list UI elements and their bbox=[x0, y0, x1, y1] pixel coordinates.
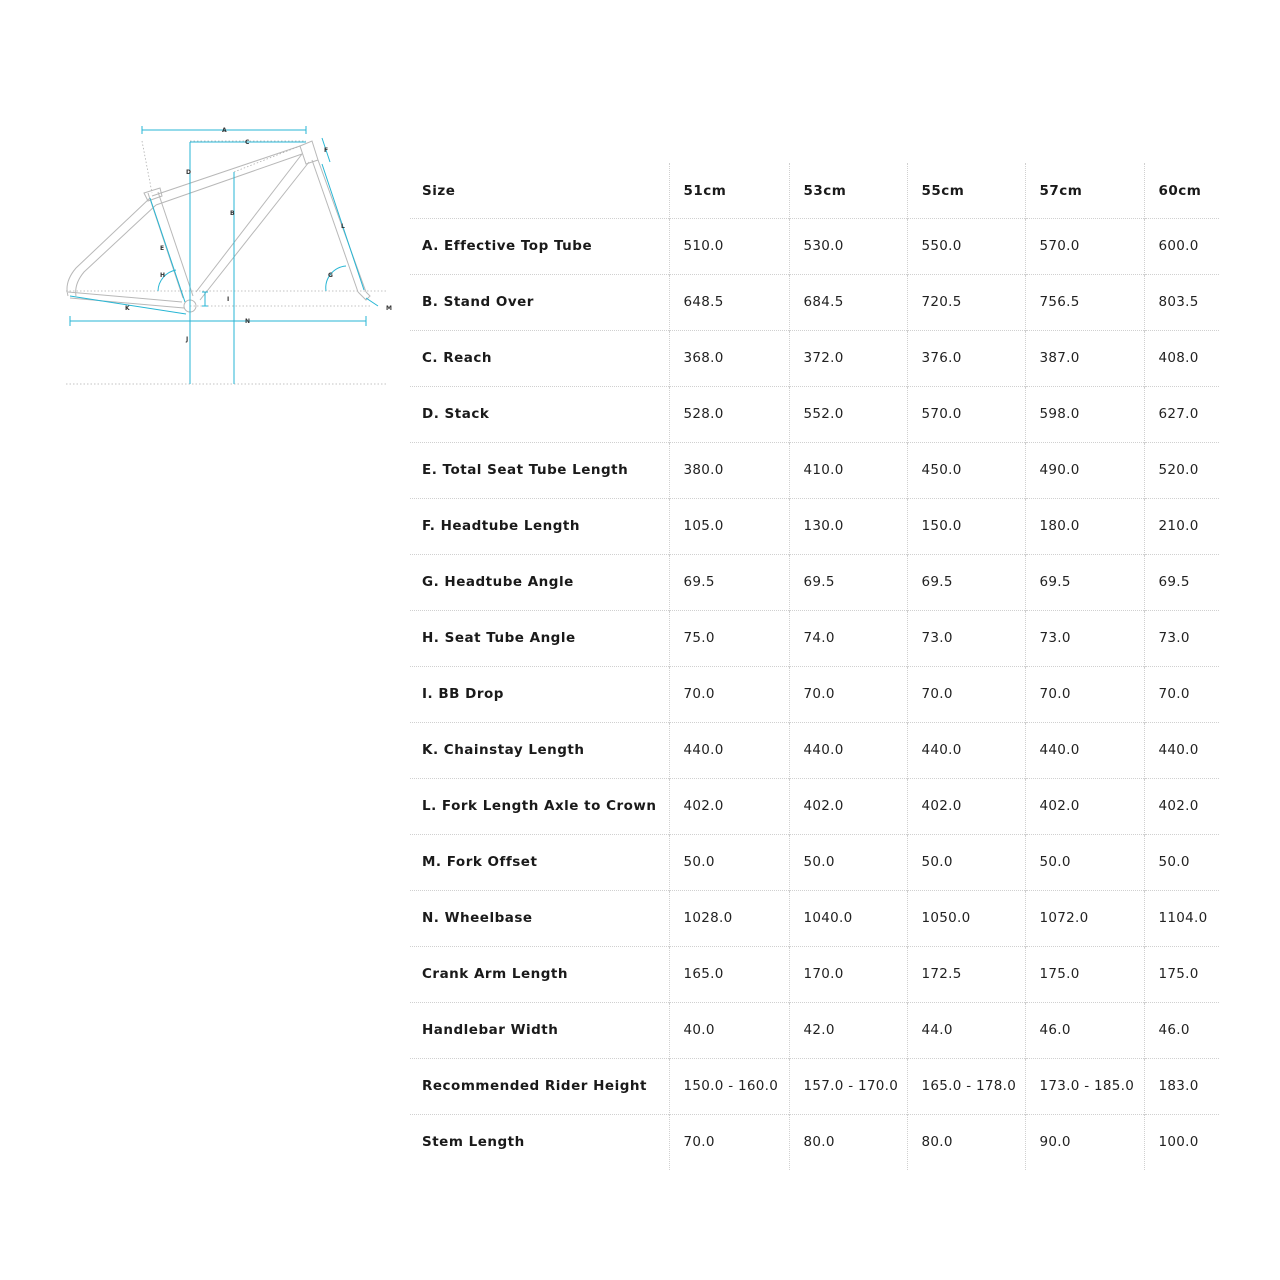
cell-value: 80.0 bbox=[789, 1114, 907, 1170]
cell-value: 440.0 bbox=[669, 722, 789, 778]
row-label: M. Fork Offset bbox=[410, 834, 669, 890]
reference-lines bbox=[66, 141, 388, 384]
cell-value: 1040.0 bbox=[789, 890, 907, 946]
cell-value: 803.5 bbox=[1144, 274, 1219, 330]
table-row bbox=[410, 274, 1219, 330]
cell-value: 69.5 bbox=[669, 554, 789, 610]
table-row bbox=[410, 1114, 1219, 1170]
row-label: I. BB Drop bbox=[410, 666, 669, 722]
cell-value: 70.0 bbox=[789, 666, 907, 722]
row-label: A. Effective Top Tube bbox=[410, 218, 669, 274]
cell-value: 70.0 bbox=[669, 666, 789, 722]
row-label: E. Total Seat Tube Length bbox=[410, 442, 669, 498]
dim-label-i: I bbox=[227, 296, 230, 303]
cell-value: 402.0 bbox=[907, 778, 1025, 834]
cell-value: 180.0 bbox=[1025, 498, 1144, 554]
cell-value: 165.0 bbox=[669, 946, 789, 1002]
dim-label-l: L bbox=[341, 223, 345, 230]
cell-value: 1072.0 bbox=[1025, 890, 1144, 946]
cell-value: 720.5 bbox=[907, 274, 1025, 330]
cell-value: 46.0 bbox=[1025, 1002, 1144, 1058]
cell-value: 80.0 bbox=[907, 1114, 1025, 1170]
cell-value: 387.0 bbox=[1025, 330, 1144, 386]
cell-value: 44.0 bbox=[907, 1002, 1025, 1058]
cell-value: 440.0 bbox=[789, 722, 907, 778]
header-size-60: 60cm bbox=[1144, 163, 1219, 218]
table-row bbox=[410, 946, 1219, 1002]
cell-value: 73.0 bbox=[907, 610, 1025, 666]
dim-label-k: K bbox=[125, 305, 130, 312]
row-label: Handlebar Width bbox=[410, 1002, 669, 1058]
dim-label-j: J bbox=[186, 336, 189, 343]
header-size-51: 51cm bbox=[669, 163, 789, 218]
table-row bbox=[410, 1058, 1219, 1114]
cell-value: 402.0 bbox=[789, 778, 907, 834]
cell-value: 105.0 bbox=[669, 498, 789, 554]
geometry-table bbox=[410, 163, 1219, 1170]
row-label: F. Headtube Length bbox=[410, 498, 669, 554]
cell-value: 50.0 bbox=[1144, 834, 1219, 890]
cell-value: 50.0 bbox=[789, 834, 907, 890]
cell-value: 172.5 bbox=[907, 946, 1025, 1002]
row-label: N. Wheelbase bbox=[410, 890, 669, 946]
cell-value: 70.0 bbox=[669, 1114, 789, 1170]
header-size-57: 57cm bbox=[1025, 163, 1144, 218]
row-label: Recommended Rider Height bbox=[410, 1058, 669, 1114]
table-row bbox=[410, 890, 1219, 946]
cell-value: 627.0 bbox=[1144, 386, 1219, 442]
cell-value: 40.0 bbox=[669, 1002, 789, 1058]
cell-value: 73.0 bbox=[1025, 610, 1144, 666]
cell-value: 408.0 bbox=[1144, 330, 1219, 386]
cell-value: 684.5 bbox=[789, 274, 907, 330]
cell-value: 46.0 bbox=[1144, 1002, 1219, 1058]
table-row bbox=[410, 442, 1219, 498]
dim-label-m: M bbox=[386, 305, 392, 312]
row-label: B. Stand Over bbox=[410, 274, 669, 330]
cell-value: 490.0 bbox=[1025, 442, 1144, 498]
table-row bbox=[410, 834, 1219, 890]
table-row bbox=[410, 722, 1219, 778]
cell-value: 74.0 bbox=[789, 610, 907, 666]
cell-value: 440.0 bbox=[1144, 722, 1219, 778]
cell-value: 157.0 - 170.0 bbox=[789, 1058, 907, 1114]
cell-value: 150.0 - 160.0 bbox=[669, 1058, 789, 1114]
cell-value: 170.0 bbox=[789, 946, 907, 1002]
table-row bbox=[410, 554, 1219, 610]
dim-label-a: A bbox=[222, 127, 227, 134]
dim-label-e: E bbox=[160, 245, 165, 252]
cell-value: 1104.0 bbox=[1144, 890, 1219, 946]
dim-label-h: H bbox=[160, 272, 166, 279]
cell-value: 100.0 bbox=[1144, 1114, 1219, 1170]
cell-value: 570.0 bbox=[1025, 218, 1144, 274]
dim-label-c: C bbox=[245, 139, 250, 146]
bike-frame-outline bbox=[67, 141, 370, 312]
cell-value: 69.5 bbox=[1144, 554, 1219, 610]
cell-value: 75.0 bbox=[669, 610, 789, 666]
header-size-55: 55cm bbox=[907, 163, 1025, 218]
row-label: Crank Arm Length bbox=[410, 946, 669, 1002]
row-label: G. Headtube Angle bbox=[410, 554, 669, 610]
cell-value: 756.5 bbox=[1025, 274, 1144, 330]
row-label: Stem Length bbox=[410, 1114, 669, 1170]
cell-value: 69.5 bbox=[789, 554, 907, 610]
cell-value: 648.5 bbox=[669, 274, 789, 330]
cell-value: 552.0 bbox=[789, 386, 907, 442]
cell-value: 50.0 bbox=[669, 834, 789, 890]
cell-value: 70.0 bbox=[907, 666, 1025, 722]
cell-value: 183.0 bbox=[1144, 1058, 1219, 1114]
cell-value: 530.0 bbox=[789, 218, 907, 274]
cell-value: 173.0 - 185.0 bbox=[1025, 1058, 1144, 1114]
cell-value: 598.0 bbox=[1025, 386, 1144, 442]
cell-value: 150.0 bbox=[907, 498, 1025, 554]
cell-value: 42.0 bbox=[789, 1002, 907, 1058]
table-row bbox=[410, 610, 1219, 666]
row-label: H. Seat Tube Angle bbox=[410, 610, 669, 666]
table-row bbox=[410, 386, 1219, 442]
dim-label-g: G bbox=[328, 272, 333, 279]
dim-label-f: F bbox=[324, 147, 329, 154]
table-row bbox=[410, 330, 1219, 386]
row-label: D. Stack bbox=[410, 386, 669, 442]
cell-value: 372.0 bbox=[789, 330, 907, 386]
dim-label-b: B bbox=[230, 210, 235, 217]
cell-value: 90.0 bbox=[1025, 1114, 1144, 1170]
cell-value: 402.0 bbox=[1025, 778, 1144, 834]
cell-value: 440.0 bbox=[1025, 722, 1144, 778]
cell-value: 165.0 - 178.0 bbox=[907, 1058, 1025, 1114]
cell-value: 1050.0 bbox=[907, 890, 1025, 946]
row-label: C. Reach bbox=[410, 330, 669, 386]
cell-value: 70.0 bbox=[1144, 666, 1219, 722]
cell-value: 175.0 bbox=[1025, 946, 1144, 1002]
cell-value: 520.0 bbox=[1144, 442, 1219, 498]
cell-value: 368.0 bbox=[669, 330, 789, 386]
cell-value: 50.0 bbox=[1025, 834, 1144, 890]
cell-value: 600.0 bbox=[1144, 218, 1219, 274]
cell-value: 175.0 bbox=[1144, 946, 1219, 1002]
row-label: L. Fork Length Axle to Crown bbox=[410, 778, 669, 834]
table-row bbox=[410, 666, 1219, 722]
header-size-label: Size bbox=[422, 183, 456, 200]
table-row bbox=[410, 778, 1219, 834]
cell-value: 528.0 bbox=[669, 386, 789, 442]
cell-value: 50.0 bbox=[907, 834, 1025, 890]
bike-geometry-diagram bbox=[0, 0, 400, 400]
cell-value: 402.0 bbox=[669, 778, 789, 834]
table-row bbox=[410, 218, 1219, 274]
cell-value: 1028.0 bbox=[669, 890, 789, 946]
cell-value: 440.0 bbox=[907, 722, 1025, 778]
cell-value: 210.0 bbox=[1144, 498, 1219, 554]
cell-value: 410.0 bbox=[789, 442, 907, 498]
dim-label-d: D bbox=[186, 169, 191, 176]
cell-value: 70.0 bbox=[1025, 666, 1144, 722]
table-row bbox=[410, 498, 1219, 554]
cell-value: 69.5 bbox=[1025, 554, 1144, 610]
dim-label-n: N bbox=[245, 318, 251, 325]
cell-value: 402.0 bbox=[1144, 778, 1219, 834]
cell-value: 73.0 bbox=[1144, 610, 1219, 666]
cell-value: 69.5 bbox=[907, 554, 1025, 610]
table-row bbox=[410, 1002, 1219, 1058]
cell-value: 450.0 bbox=[907, 442, 1025, 498]
cell-value: 510.0 bbox=[669, 218, 789, 274]
table-header-row bbox=[410, 163, 1219, 218]
row-label: K. Chainstay Length bbox=[410, 722, 669, 778]
cell-value: 550.0 bbox=[907, 218, 1025, 274]
cell-value: 380.0 bbox=[669, 442, 789, 498]
header-size-53: 53cm bbox=[789, 163, 907, 218]
cell-value: 130.0 bbox=[789, 498, 907, 554]
cell-value: 570.0 bbox=[907, 386, 1025, 442]
cell-value: 376.0 bbox=[907, 330, 1025, 386]
